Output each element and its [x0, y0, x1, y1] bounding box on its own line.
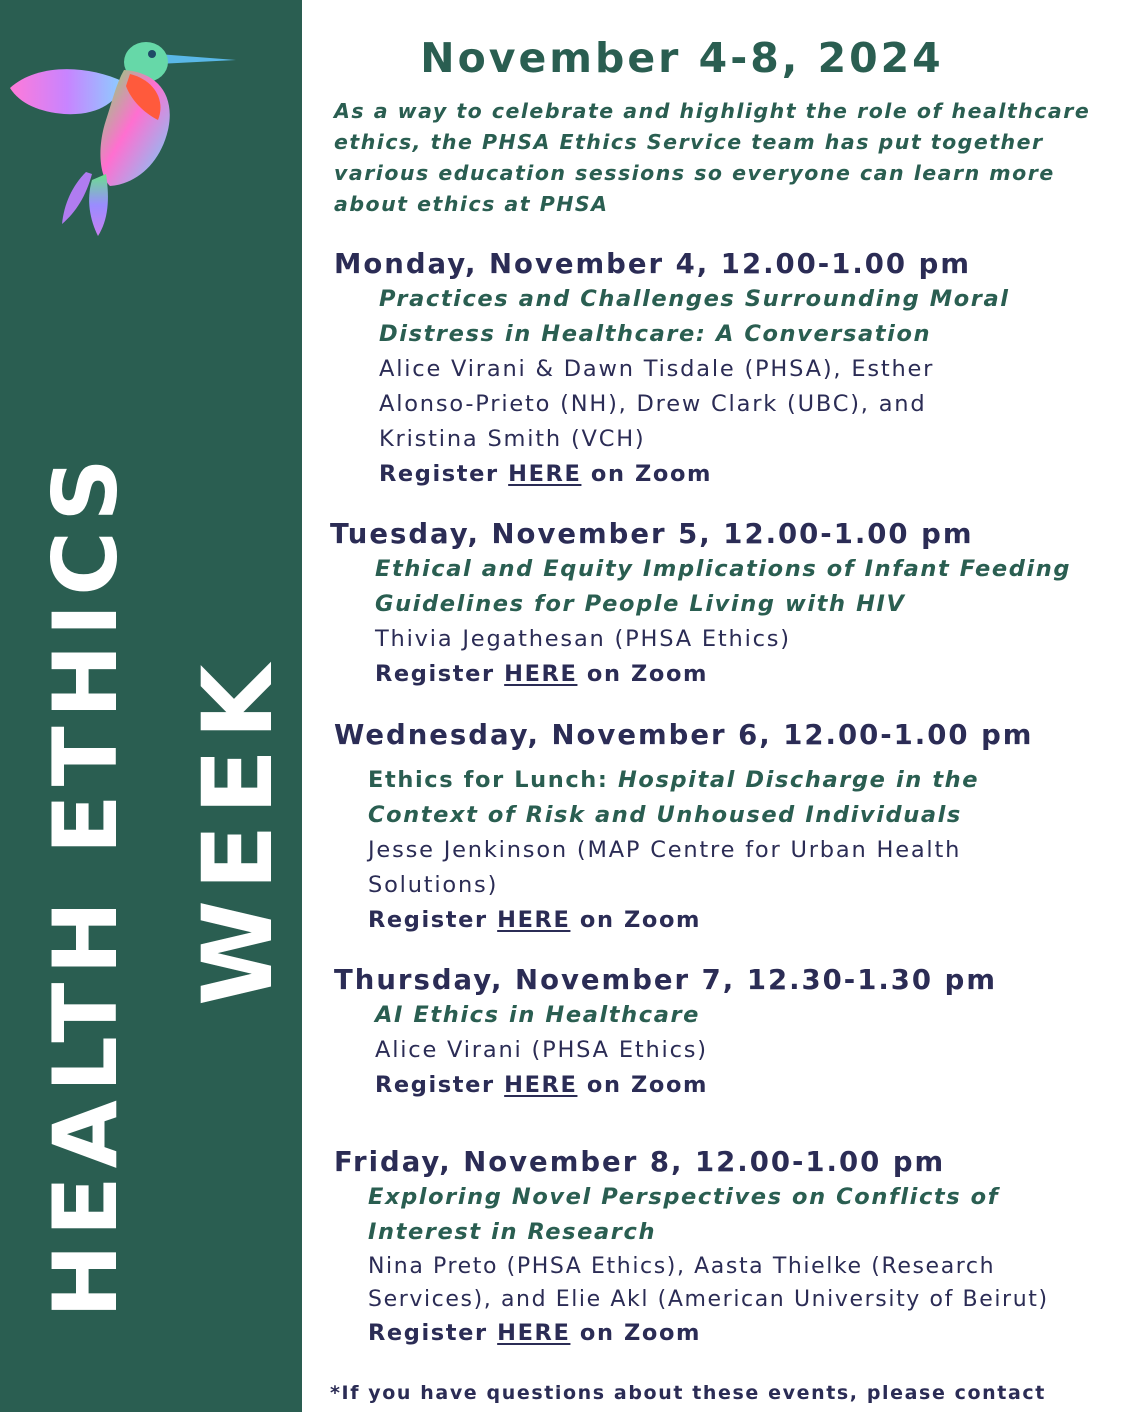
- session-tuesday: [330, 516, 1110, 692]
- session-title: Exploring Novel Perspectives on Conflicts of Interest in Research: [368, 1184, 1000, 1245]
- register-line: Register HERE on Zoom: [379, 461, 713, 487]
- session-day: Thursday, November 7, 12.30-1.30 pm: [334, 964, 997, 996]
- sidebar-panel: [0, 0, 302, 1412]
- register-link[interactable]: HERE: [508, 461, 582, 487]
- register-line: Register HERE on Zoom: [375, 661, 709, 687]
- session-speakers: Alice Virani (PHSA Ethics): [375, 1037, 708, 1063]
- session-friday: [334, 1144, 1134, 1351]
- session-day: Wednesday, November 6, 12.00-1.00 pm: [334, 719, 1034, 751]
- session-day: Friday, November 8, 12.00-1.00 pm: [334, 1146, 946, 1178]
- sidebar-title-line2: WEEK: [182, 654, 294, 1006]
- session-title: Ethics for Lunch: Hospital Discharge in the Context of Risk and Unhoused Individuals: [368, 767, 980, 828]
- session-title: AI Ethics in Healthcare: [375, 1002, 701, 1028]
- intro-text: As a way to celebrate and highlight the role of healthcare ethics, the PHSA Ethics Service team has put together various education sessions so everyone can learn more about ethics at PHSA: [334, 99, 1091, 216]
- page-title: November 4-8, 2024: [420, 34, 944, 82]
- register-link[interactable]: HERE: [497, 1320, 571, 1346]
- session-day: Monday, November 4, 12.00-1.00 pm: [334, 248, 971, 280]
- session-speakers: Jesse Jenkinson (MAP Centre for Urban Health Solutions): [368, 837, 962, 898]
- session-monday: [334, 246, 1094, 492]
- session-wednesday: [334, 717, 1134, 938]
- register-link[interactable]: HERE: [504, 1072, 578, 1098]
- session-speakers: Alice Virani & Dawn Tisdale (PHSA), Esther Alonso-Prieto (NH), Drew Clark (UBC), and Kristina Smith (VCH): [379, 356, 935, 452]
- session-title-prefix: Ethics for Lunch:: [368, 767, 618, 793]
- session-title: Ethical and Equity Implications of Infant Feeding Guidelines for People Living with HIV: [375, 556, 1072, 617]
- register-line: Register HERE on Zoom: [368, 907, 702, 933]
- register-line: Register HERE on Zoom: [368, 1320, 702, 1346]
- session-title: Practices and Challenges Surrounding Moral Distress in Healthcare: A Conversation: [379, 286, 1010, 347]
- main-content: [302, 0, 1134, 1412]
- session-speakers: Thivia Jegathesan (PHSA Ethics): [375, 626, 791, 652]
- register-link[interactable]: HERE: [497, 907, 571, 933]
- sidebar-title-line1: HEALTH ETHICS: [34, 450, 137, 1318]
- session-day: Tuesday, November 5, 12.00-1.00 pm: [330, 518, 974, 550]
- session-thursday: [334, 962, 1114, 1103]
- footer-note: *If you have questions about these events, please contact: [330, 1382, 1046, 1404]
- session-speakers: Nina Preto (PHSA Ethics), Aasta Thielke (Research Services), and Elie Akl (American University of Beirut): [368, 1254, 1049, 1312]
- register-link[interactable]: HERE: [504, 661, 578, 687]
- register-line: Register HERE on Zoom: [375, 1072, 709, 1098]
- hummingbird-icon: [6, 24, 238, 238]
